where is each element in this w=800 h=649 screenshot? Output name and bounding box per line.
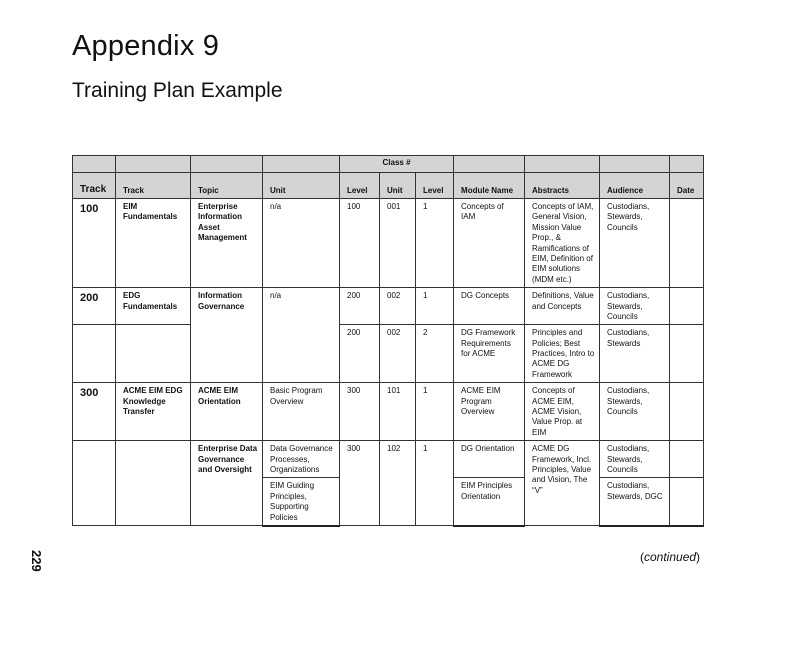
abstracts-cell: Definitions, Value and Concepts bbox=[525, 288, 600, 325]
page-subtitle: Training Plan Example bbox=[72, 79, 283, 102]
class-sublevel-cell: 1 bbox=[416, 441, 454, 526]
header-blank bbox=[263, 156, 340, 173]
track-cell: ACME EIM EDG Knowledge Transfer bbox=[116, 383, 191, 441]
module-name-cell: Concepts of IAM bbox=[454, 199, 525, 288]
date-cell bbox=[670, 383, 704, 441]
track-cell: EIM Fundamentals bbox=[116, 199, 191, 288]
unit-cell: n/a bbox=[263, 199, 340, 288]
header-blank bbox=[670, 156, 704, 173]
audience-cell: Custodians, Stewards bbox=[600, 325, 670, 383]
topic-cell: Enterprise Information Asset Management bbox=[191, 199, 263, 288]
class-unit-cell: 102 bbox=[380, 441, 416, 526]
header-blank bbox=[73, 156, 116, 173]
topic-cell: ACME EIM Orientation bbox=[191, 383, 263, 441]
date-cell bbox=[670, 441, 704, 478]
class-sublevel-cell: 2 bbox=[416, 325, 454, 383]
date-cell bbox=[670, 478, 704, 526]
date-cell bbox=[670, 325, 704, 383]
track-id-cell: 300 bbox=[73, 383, 116, 441]
header-class-unit: Unit bbox=[380, 173, 416, 199]
header-module-name: Module Name bbox=[454, 173, 525, 199]
class-unit-cell: 002 bbox=[380, 325, 416, 383]
header-row-group bbox=[73, 156, 704, 173]
track-cell bbox=[116, 441, 191, 526]
abstracts-cell: Concepts of ACME EIM, ACME Vision, Value Prop. at EIM bbox=[525, 383, 600, 441]
unit-cell: Basic Program Overview bbox=[263, 383, 340, 441]
audience-cell: Custodians, Stewards, Councils bbox=[600, 441, 670, 478]
module-name-cell: ACME EIM Program Overview bbox=[454, 383, 525, 441]
header-class-level: Level bbox=[340, 173, 380, 199]
table-row bbox=[73, 288, 704, 325]
unit-cell: Data Governance Processes, Organizations bbox=[263, 441, 340, 478]
header-audience: Audience bbox=[600, 173, 670, 199]
header-unit: Unit bbox=[263, 173, 340, 199]
topic-cell: Information Governance bbox=[191, 288, 263, 383]
class-sublevel-cell: 1 bbox=[416, 199, 454, 288]
header-date: Date bbox=[670, 173, 704, 199]
module-name-cell: DG Framework Requirements for ACME bbox=[454, 325, 525, 383]
class-sublevel-cell: 1 bbox=[416, 288, 454, 325]
class-level-cell: 300 bbox=[340, 383, 380, 441]
abstracts-cell: Concepts of IAM, General Vision, Mission Value Prop., & Ramifications of EIM, Definition of EIM solutions (MDM etc.) bbox=[525, 199, 600, 288]
class-unit-cell: 001 bbox=[380, 199, 416, 288]
training-plan-table bbox=[72, 155, 704, 527]
track-cell: EDG Fundamentals bbox=[116, 288, 191, 325]
table-row bbox=[73, 383, 704, 441]
header-blank bbox=[600, 156, 670, 173]
class-level-cell: 200 bbox=[340, 325, 380, 383]
header-class-sublevel: Level bbox=[416, 173, 454, 199]
audience-cell: Custodians, Stewards, Councils bbox=[600, 199, 670, 288]
unit-cell: n/a bbox=[263, 288, 340, 383]
module-name-cell: DG Concepts bbox=[454, 288, 525, 325]
page-number: 229 bbox=[29, 550, 44, 572]
module-name-cell: EIM Principles Orientation bbox=[454, 478, 525, 526]
class-unit-cell: 101 bbox=[380, 383, 416, 441]
audience-cell: Custodians, Stewards, Councils bbox=[600, 288, 670, 325]
audience-cell: Custodians, Stewards, DGC bbox=[600, 478, 670, 526]
track-id-cell bbox=[73, 325, 116, 383]
audience-cell: Custodians, Stewards, Councils bbox=[600, 383, 670, 441]
class-unit-cell: 002 bbox=[380, 288, 416, 325]
header-row-columns bbox=[73, 173, 704, 199]
header-topic: Topic bbox=[191, 173, 263, 199]
module-name-cell: DG Orientation bbox=[454, 441, 525, 478]
track-cell bbox=[116, 325, 191, 383]
continued-label: continued bbox=[644, 550, 697, 564]
header-track-id: Track bbox=[73, 173, 116, 199]
header-class-number: Class # bbox=[340, 156, 454, 173]
track-id-cell: 100 bbox=[73, 199, 116, 288]
abstracts-cell: ACME DG Framework, Incl. Principles, Value and Vision, The “V” bbox=[525, 441, 600, 526]
date-cell bbox=[670, 199, 704, 288]
header-blank bbox=[454, 156, 525, 173]
abstracts-cell: Principles and Policies; Best Practices, Intro to ACME DG Framework bbox=[525, 325, 600, 383]
table-row bbox=[73, 325, 704, 383]
table-row bbox=[73, 441, 704, 478]
track-id-cell bbox=[73, 441, 116, 526]
header-abstracts: Abstracts bbox=[525, 173, 600, 199]
date-cell bbox=[670, 288, 704, 325]
class-level-cell: 200 bbox=[340, 288, 380, 325]
header-blank bbox=[116, 156, 191, 173]
continued-note: (continued) bbox=[640, 550, 701, 564]
page-title: Appendix 9 bbox=[72, 30, 220, 62]
unit-cell: EIM Guiding Principles, Supporting Policies bbox=[263, 478, 340, 526]
header-blank bbox=[525, 156, 600, 173]
class-level-cell: 100 bbox=[340, 199, 380, 288]
class-sublevel-cell: 1 bbox=[416, 383, 454, 441]
header-blank bbox=[191, 156, 263, 173]
class-level-cell: 300 bbox=[340, 441, 380, 526]
topic-cell: Enterprise Data Governance and Oversight bbox=[191, 441, 263, 526]
track-id-cell: 200 bbox=[73, 288, 116, 325]
table-row bbox=[73, 199, 704, 288]
header-track: Track bbox=[116, 173, 191, 199]
